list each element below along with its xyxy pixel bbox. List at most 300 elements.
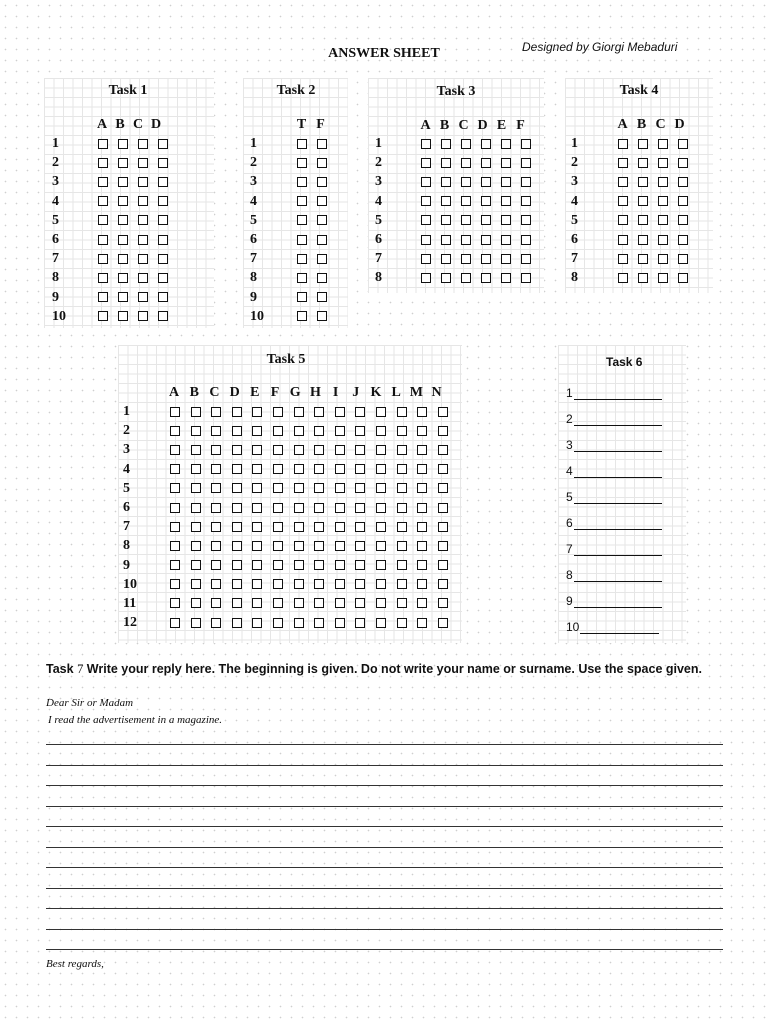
task3-q1-b-checkbox[interactable] xyxy=(441,139,451,149)
task3-q5-d-checkbox[interactable] xyxy=(481,215,491,225)
task5-q12-k-checkbox[interactable] xyxy=(376,618,386,628)
task5-q12-e-checkbox[interactable] xyxy=(252,618,262,628)
task5-q4-k-checkbox[interactable] xyxy=(376,464,386,474)
task3-q8-a-checkbox[interactable] xyxy=(421,273,431,283)
task2-q1-f-checkbox[interactable] xyxy=(317,139,327,149)
task3-q4-e-checkbox[interactable] xyxy=(501,196,511,206)
task2-q7-t-checkbox[interactable] xyxy=(297,254,307,264)
task1-q10-c-checkbox[interactable] xyxy=(138,311,148,321)
task4-q3-b-checkbox[interactable] xyxy=(638,177,648,187)
task5-q5-d-checkbox[interactable] xyxy=(232,483,242,493)
task5-q3-a-checkbox[interactable] xyxy=(170,445,180,455)
task4-q4-b-checkbox[interactable] xyxy=(638,196,648,206)
task5-q6-d-checkbox[interactable] xyxy=(232,503,242,513)
task6-blank[interactable] xyxy=(574,387,662,400)
task5-q11-a-checkbox[interactable] xyxy=(170,598,180,608)
task1-q6-d-checkbox[interactable] xyxy=(158,235,168,245)
task5-q5-b-checkbox[interactable] xyxy=(191,483,201,493)
task1-q1-b-checkbox[interactable] xyxy=(118,139,128,149)
task5-q1-a-checkbox[interactable] xyxy=(170,407,180,417)
writing-line[interactable] xyxy=(46,847,723,848)
task1-q7-d-checkbox[interactable] xyxy=(158,254,168,264)
task5-q8-j-checkbox[interactable] xyxy=(355,541,365,551)
task5-q3-e-checkbox[interactable] xyxy=(252,445,262,455)
task1-q3-b-checkbox[interactable] xyxy=(118,177,128,187)
task4-q5-b-checkbox[interactable] xyxy=(638,215,648,225)
task3-q3-d-checkbox[interactable] xyxy=(481,177,491,187)
task5-q5-k-checkbox[interactable] xyxy=(376,483,386,493)
task5-q2-d-checkbox[interactable] xyxy=(232,426,242,436)
task5-q9-i-checkbox[interactable] xyxy=(335,560,345,570)
task4-q6-a-checkbox[interactable] xyxy=(618,235,628,245)
task4-q6-b-checkbox[interactable] xyxy=(638,235,648,245)
task3-q8-b-checkbox[interactable] xyxy=(441,273,451,283)
task6-blank[interactable] xyxy=(580,621,659,634)
task3-q4-d-checkbox[interactable] xyxy=(481,196,491,206)
task5-q7-c-checkbox[interactable] xyxy=(211,522,221,532)
task6-answer-line[interactable] xyxy=(566,620,659,634)
task1-q5-d-checkbox[interactable] xyxy=(158,215,168,225)
task5-q3-k-checkbox[interactable] xyxy=(376,445,386,455)
task3-q7-b-checkbox[interactable] xyxy=(441,254,451,264)
task5-q10-c-checkbox[interactable] xyxy=(211,579,221,589)
task4-q7-c-checkbox[interactable] xyxy=(658,254,668,264)
task4-q3-d-checkbox[interactable] xyxy=(678,177,688,187)
task4-q7-b-checkbox[interactable] xyxy=(638,254,648,264)
task1-q2-b-checkbox[interactable] xyxy=(118,158,128,168)
task5-q5-f-checkbox[interactable] xyxy=(273,483,283,493)
task5-q9-f-checkbox[interactable] xyxy=(273,560,283,570)
task3-q8-e-checkbox[interactable] xyxy=(501,273,511,283)
task5-q2-j-checkbox[interactable] xyxy=(355,426,365,436)
task5-q8-k-checkbox[interactable] xyxy=(376,541,386,551)
task1-q3-d-checkbox[interactable] xyxy=(158,177,168,187)
task1-answer-boxes[interactable] xyxy=(98,134,178,326)
task5-q6-b-checkbox[interactable] xyxy=(191,503,201,513)
task5-q4-h-checkbox[interactable] xyxy=(314,464,324,474)
task1-q2-a-checkbox[interactable] xyxy=(98,158,108,168)
task5-q1-b-checkbox[interactable] xyxy=(191,407,201,417)
task5-q9-e-checkbox[interactable] xyxy=(252,560,262,570)
task5-q1-j-checkbox[interactable] xyxy=(355,407,365,417)
task4-q6-c-checkbox[interactable] xyxy=(658,235,668,245)
task5-q2-b-checkbox[interactable] xyxy=(191,426,201,436)
task5-q4-g-checkbox[interactable] xyxy=(294,464,304,474)
task5-q3-l-checkbox[interactable] xyxy=(397,445,407,455)
task5-q5-e-checkbox[interactable] xyxy=(252,483,262,493)
task5-q9-a-checkbox[interactable] xyxy=(170,560,180,570)
task5-q10-a-checkbox[interactable] xyxy=(170,579,180,589)
writing-line[interactable] xyxy=(46,908,723,909)
task5-q9-c-checkbox[interactable] xyxy=(211,560,221,570)
task5-q5-i-checkbox[interactable] xyxy=(335,483,345,493)
task1-q6-b-checkbox[interactable] xyxy=(118,235,128,245)
task5-q5-l-checkbox[interactable] xyxy=(397,483,407,493)
task5-q10-l-checkbox[interactable] xyxy=(397,579,407,589)
task4-q4-d-checkbox[interactable] xyxy=(678,196,688,206)
task5-q3-m-checkbox[interactable] xyxy=(417,445,427,455)
task5-q8-f-checkbox[interactable] xyxy=(273,541,283,551)
task5-q7-k-checkbox[interactable] xyxy=(376,522,386,532)
task5-q11-e-checkbox[interactable] xyxy=(252,598,262,608)
task5-q7-d-checkbox[interactable] xyxy=(232,522,242,532)
task1-q5-b-checkbox[interactable] xyxy=(118,215,128,225)
task5-q8-a-checkbox[interactable] xyxy=(170,541,180,551)
task5-q11-b-checkbox[interactable] xyxy=(191,598,201,608)
task5-q11-g-checkbox[interactable] xyxy=(294,598,304,608)
task3-q1-a-checkbox[interactable] xyxy=(421,139,431,149)
task5-q7-b-checkbox[interactable] xyxy=(191,522,201,532)
task2-q2-f-checkbox[interactable] xyxy=(317,158,327,168)
task5-q6-g-checkbox[interactable] xyxy=(294,503,304,513)
task3-q1-f-checkbox[interactable] xyxy=(521,139,531,149)
task3-q6-c-checkbox[interactable] xyxy=(461,235,471,245)
task5-q1-e-checkbox[interactable] xyxy=(252,407,262,417)
writing-line[interactable] xyxy=(46,949,723,950)
task3-q4-c-checkbox[interactable] xyxy=(461,196,471,206)
task5-q10-f-checkbox[interactable] xyxy=(273,579,283,589)
task3-q7-c-checkbox[interactable] xyxy=(461,254,471,264)
task6-blank[interactable] xyxy=(574,595,662,608)
task3-q6-b-checkbox[interactable] xyxy=(441,235,451,245)
task5-q1-c-checkbox[interactable] xyxy=(211,407,221,417)
task5-q4-c-checkbox[interactable] xyxy=(211,464,221,474)
task5-q11-l-checkbox[interactable] xyxy=(397,598,407,608)
task3-q2-f-checkbox[interactable] xyxy=(521,158,531,168)
task5-q5-m-checkbox[interactable] xyxy=(417,483,427,493)
task5-q2-f-checkbox[interactable] xyxy=(273,426,283,436)
task3-q2-e-checkbox[interactable] xyxy=(501,158,511,168)
task4-q1-c-checkbox[interactable] xyxy=(658,139,668,149)
task5-q2-g-checkbox[interactable] xyxy=(294,426,304,436)
task5-q9-m-checkbox[interactable] xyxy=(417,560,427,570)
writing-line[interactable] xyxy=(46,744,723,745)
task3-q5-e-checkbox[interactable] xyxy=(501,215,511,225)
task5-q12-c-checkbox[interactable] xyxy=(211,618,221,628)
task5-q2-c-checkbox[interactable] xyxy=(211,426,221,436)
task5-q11-m-checkbox[interactable] xyxy=(417,598,427,608)
task5-q9-h-checkbox[interactable] xyxy=(314,560,324,570)
task5-q2-l-checkbox[interactable] xyxy=(397,426,407,436)
task3-q3-a-checkbox[interactable] xyxy=(421,177,431,187)
task5-q3-j-checkbox[interactable] xyxy=(355,445,365,455)
task5-q6-k-checkbox[interactable] xyxy=(376,503,386,513)
task4-q8-b-checkbox[interactable] xyxy=(638,273,648,283)
task5-q7-h-checkbox[interactable] xyxy=(314,522,324,532)
task5-q3-c-checkbox[interactable] xyxy=(211,445,221,455)
task6-answer-line[interactable] xyxy=(566,438,662,452)
task3-q2-b-checkbox[interactable] xyxy=(441,158,451,168)
task5-q2-h-checkbox[interactable] xyxy=(314,426,324,436)
task1-q3-a-checkbox[interactable] xyxy=(98,177,108,187)
task3-q7-e-checkbox[interactable] xyxy=(501,254,511,264)
task3-q2-a-checkbox[interactable] xyxy=(421,158,431,168)
task5-q7-g-checkbox[interactable] xyxy=(294,522,304,532)
task5-q12-i-checkbox[interactable] xyxy=(335,618,345,628)
task5-q9-b-checkbox[interactable] xyxy=(191,560,201,570)
task4-q3-c-checkbox[interactable] xyxy=(658,177,668,187)
task5-q5-c-checkbox[interactable] xyxy=(211,483,221,493)
task3-q7-a-checkbox[interactable] xyxy=(421,254,431,264)
task3-q8-c-checkbox[interactable] xyxy=(461,273,471,283)
task1-q2-c-checkbox[interactable] xyxy=(138,158,148,168)
task5-q12-m-checkbox[interactable] xyxy=(417,618,427,628)
task5-q6-f-checkbox[interactable] xyxy=(273,503,283,513)
task4-q1-b-checkbox[interactable] xyxy=(638,139,648,149)
task5-q2-i-checkbox[interactable] xyxy=(335,426,345,436)
task2-q10-t-checkbox[interactable] xyxy=(297,311,307,321)
task4-q2-b-checkbox[interactable] xyxy=(638,158,648,168)
task5-q12-n-checkbox[interactable] xyxy=(438,618,448,628)
task5-q12-j-checkbox[interactable] xyxy=(355,618,365,628)
task5-q9-l-checkbox[interactable] xyxy=(397,560,407,570)
task3-q3-b-checkbox[interactable] xyxy=(441,177,451,187)
task5-q11-k-checkbox[interactable] xyxy=(376,598,386,608)
task3-q5-c-checkbox[interactable] xyxy=(461,215,471,225)
task6-blank[interactable] xyxy=(574,465,662,478)
task4-q1-d-checkbox[interactable] xyxy=(678,139,688,149)
task3-q8-d-checkbox[interactable] xyxy=(481,273,491,283)
task5-q10-b-checkbox[interactable] xyxy=(191,579,201,589)
task6-answer-line[interactable] xyxy=(566,490,662,504)
task5-q12-h-checkbox[interactable] xyxy=(314,618,324,628)
task5-q6-m-checkbox[interactable] xyxy=(417,503,427,513)
task4-q5-a-checkbox[interactable] xyxy=(618,215,628,225)
task6-blank[interactable] xyxy=(574,543,662,556)
task4-answer-boxes[interactable] xyxy=(618,134,698,288)
task1-q9-d-checkbox[interactable] xyxy=(158,292,168,302)
task4-q2-a-checkbox[interactable] xyxy=(618,158,628,168)
task5-q2-n-checkbox[interactable] xyxy=(438,426,448,436)
task5-answer-boxes[interactable] xyxy=(170,402,458,632)
task1-q4-a-checkbox[interactable] xyxy=(98,196,108,206)
task4-q2-c-checkbox[interactable] xyxy=(658,158,668,168)
task5-q11-f-checkbox[interactable] xyxy=(273,598,283,608)
task3-q8-f-checkbox[interactable] xyxy=(521,273,531,283)
task5-q12-d-checkbox[interactable] xyxy=(232,618,242,628)
task5-q8-d-checkbox[interactable] xyxy=(232,541,242,551)
task1-q9-c-checkbox[interactable] xyxy=(138,292,148,302)
task3-q3-c-checkbox[interactable] xyxy=(461,177,471,187)
task3-q4-f-checkbox[interactable] xyxy=(521,196,531,206)
task2-q8-t-checkbox[interactable] xyxy=(297,273,307,283)
task5-q3-i-checkbox[interactable] xyxy=(335,445,345,455)
task3-q1-e-checkbox[interactable] xyxy=(501,139,511,149)
task2-answer-boxes[interactable] xyxy=(297,134,337,326)
task1-q4-d-checkbox[interactable] xyxy=(158,196,168,206)
writing-line[interactable] xyxy=(46,867,723,868)
task4-q2-d-checkbox[interactable] xyxy=(678,158,688,168)
task6-answer-line[interactable] xyxy=(566,594,662,608)
task3-q6-e-checkbox[interactable] xyxy=(501,235,511,245)
task5-q10-n-checkbox[interactable] xyxy=(438,579,448,589)
task2-q3-f-checkbox[interactable] xyxy=(317,177,327,187)
task5-q4-f-checkbox[interactable] xyxy=(273,464,283,474)
task3-q7-d-checkbox[interactable] xyxy=(481,254,491,264)
task1-q7-a-checkbox[interactable] xyxy=(98,254,108,264)
writing-line[interactable] xyxy=(46,826,723,827)
task1-q9-b-checkbox[interactable] xyxy=(118,292,128,302)
task5-q6-n-checkbox[interactable] xyxy=(438,503,448,513)
task3-q5-a-checkbox[interactable] xyxy=(421,215,431,225)
task5-q12-l-checkbox[interactable] xyxy=(397,618,407,628)
task5-q10-g-checkbox[interactable] xyxy=(294,579,304,589)
task1-q10-d-checkbox[interactable] xyxy=(158,311,168,321)
task5-q4-m-checkbox[interactable] xyxy=(417,464,427,474)
task1-q1-a-checkbox[interactable] xyxy=(98,139,108,149)
task2-q9-t-checkbox[interactable] xyxy=(297,292,307,302)
task5-q8-h-checkbox[interactable] xyxy=(314,541,324,551)
task5-q9-k-checkbox[interactable] xyxy=(376,560,386,570)
writing-line[interactable] xyxy=(46,888,723,889)
task5-q2-m-checkbox[interactable] xyxy=(417,426,427,436)
task5-q12-b-checkbox[interactable] xyxy=(191,618,201,628)
task1-q5-c-checkbox[interactable] xyxy=(138,215,148,225)
task5-q1-d-checkbox[interactable] xyxy=(232,407,242,417)
task2-q1-t-checkbox[interactable] xyxy=(297,139,307,149)
task5-q4-l-checkbox[interactable] xyxy=(397,464,407,474)
task5-q8-m-checkbox[interactable] xyxy=(417,541,427,551)
task5-q11-d-checkbox[interactable] xyxy=(232,598,242,608)
task3-answer-boxes[interactable] xyxy=(421,134,541,288)
task5-q9-d-checkbox[interactable] xyxy=(232,560,242,570)
task5-q9-g-checkbox[interactable] xyxy=(294,560,304,570)
task2-q5-f-checkbox[interactable] xyxy=(317,215,327,225)
task2-q7-f-checkbox[interactable] xyxy=(317,254,327,264)
task5-q10-k-checkbox[interactable] xyxy=(376,579,386,589)
task1-q6-a-checkbox[interactable] xyxy=(98,235,108,245)
task5-q11-j-checkbox[interactable] xyxy=(355,598,365,608)
task5-q7-e-checkbox[interactable] xyxy=(252,522,262,532)
task5-q6-a-checkbox[interactable] xyxy=(170,503,180,513)
task5-q10-i-checkbox[interactable] xyxy=(335,579,345,589)
task5-q7-a-checkbox[interactable] xyxy=(170,522,180,532)
task5-q9-j-checkbox[interactable] xyxy=(355,560,365,570)
task5-q10-m-checkbox[interactable] xyxy=(417,579,427,589)
task5-q4-a-checkbox[interactable] xyxy=(170,464,180,474)
task3-q3-e-checkbox[interactable] xyxy=(501,177,511,187)
task5-q1-g-checkbox[interactable] xyxy=(294,407,304,417)
task4-q5-c-checkbox[interactable] xyxy=(658,215,668,225)
task4-q5-d-checkbox[interactable] xyxy=(678,215,688,225)
task5-q4-b-checkbox[interactable] xyxy=(191,464,201,474)
task3-q2-c-checkbox[interactable] xyxy=(461,158,471,168)
task5-q4-d-checkbox[interactable] xyxy=(232,464,242,474)
task5-q1-m-checkbox[interactable] xyxy=(417,407,427,417)
task5-q8-c-checkbox[interactable] xyxy=(211,541,221,551)
task6-blank[interactable] xyxy=(574,491,662,504)
task5-q11-n-checkbox[interactable] xyxy=(438,598,448,608)
task1-q2-d-checkbox[interactable] xyxy=(158,158,168,168)
task4-q1-a-checkbox[interactable] xyxy=(618,139,628,149)
task1-q4-c-checkbox[interactable] xyxy=(138,196,148,206)
task5-q5-n-checkbox[interactable] xyxy=(438,483,448,493)
writing-line[interactable] xyxy=(46,806,723,807)
task3-q1-c-checkbox[interactable] xyxy=(461,139,471,149)
task4-q8-d-checkbox[interactable] xyxy=(678,273,688,283)
task5-q10-e-checkbox[interactable] xyxy=(252,579,262,589)
task5-q5-h-checkbox[interactable] xyxy=(314,483,324,493)
task5-q1-l-checkbox[interactable] xyxy=(397,407,407,417)
task5-q3-n-checkbox[interactable] xyxy=(438,445,448,455)
task5-q3-d-checkbox[interactable] xyxy=(232,445,242,455)
task2-q4-t-checkbox[interactable] xyxy=(297,196,307,206)
task5-q6-e-checkbox[interactable] xyxy=(252,503,262,513)
task6-blank[interactable] xyxy=(574,413,662,426)
task5-q11-c-checkbox[interactable] xyxy=(211,598,221,608)
task6-answer-line[interactable] xyxy=(566,386,662,400)
task2-q5-t-checkbox[interactable] xyxy=(297,215,307,225)
task5-q7-i-checkbox[interactable] xyxy=(335,522,345,532)
task1-q10-a-checkbox[interactable] xyxy=(98,311,108,321)
task1-q7-b-checkbox[interactable] xyxy=(118,254,128,264)
task5-q1-h-checkbox[interactable] xyxy=(314,407,324,417)
task6-answer-line[interactable] xyxy=(566,516,662,530)
task5-q8-b-checkbox[interactable] xyxy=(191,541,201,551)
task5-q10-h-checkbox[interactable] xyxy=(314,579,324,589)
task1-q8-c-checkbox[interactable] xyxy=(138,273,148,283)
task5-q7-m-checkbox[interactable] xyxy=(417,522,427,532)
task5-q12-a-checkbox[interactable] xyxy=(170,618,180,628)
task5-q7-f-checkbox[interactable] xyxy=(273,522,283,532)
task5-q1-f-checkbox[interactable] xyxy=(273,407,283,417)
task5-q1-k-checkbox[interactable] xyxy=(376,407,386,417)
task2-q3-t-checkbox[interactable] xyxy=(297,177,307,187)
task5-q10-j-checkbox[interactable] xyxy=(355,579,365,589)
task4-q7-d-checkbox[interactable] xyxy=(678,254,688,264)
task5-q5-g-checkbox[interactable] xyxy=(294,483,304,493)
task1-q10-b-checkbox[interactable] xyxy=(118,311,128,321)
task1-q7-c-checkbox[interactable] xyxy=(138,254,148,264)
task4-q8-a-checkbox[interactable] xyxy=(618,273,628,283)
task5-q11-h-checkbox[interactable] xyxy=(314,598,324,608)
task5-q4-n-checkbox[interactable] xyxy=(438,464,448,474)
task5-q5-a-checkbox[interactable] xyxy=(170,483,180,493)
task4-q4-c-checkbox[interactable] xyxy=(658,196,668,206)
task5-q3-b-checkbox[interactable] xyxy=(191,445,201,455)
task5-q4-e-checkbox[interactable] xyxy=(252,464,262,474)
task6-blank[interactable] xyxy=(574,517,662,530)
task5-q2-k-checkbox[interactable] xyxy=(376,426,386,436)
task5-q11-i-checkbox[interactable] xyxy=(335,598,345,608)
task5-q3-f-checkbox[interactable] xyxy=(273,445,283,455)
task3-q3-f-checkbox[interactable] xyxy=(521,177,531,187)
task3-q2-d-checkbox[interactable] xyxy=(481,158,491,168)
task5-q12-f-checkbox[interactable] xyxy=(273,618,283,628)
task5-q2-e-checkbox[interactable] xyxy=(252,426,262,436)
task6-answer-line[interactable] xyxy=(566,464,662,478)
task5-q6-j-checkbox[interactable] xyxy=(355,503,365,513)
task1-q8-d-checkbox[interactable] xyxy=(158,273,168,283)
task6-blank[interactable] xyxy=(574,569,662,582)
task2-q9-f-checkbox[interactable] xyxy=(317,292,327,302)
task5-q3-g-checkbox[interactable] xyxy=(294,445,304,455)
task2-q2-t-checkbox[interactable] xyxy=(297,158,307,168)
task6-blank[interactable] xyxy=(574,439,662,452)
task5-q5-j-checkbox[interactable] xyxy=(355,483,365,493)
task3-q5-b-checkbox[interactable] xyxy=(441,215,451,225)
task6-answer-line[interactable] xyxy=(566,542,662,556)
task1-q1-c-checkbox[interactable] xyxy=(138,139,148,149)
writing-line[interactable] xyxy=(46,929,723,930)
task3-q4-a-checkbox[interactable] xyxy=(421,196,431,206)
task3-q7-f-checkbox[interactable] xyxy=(521,254,531,264)
task5-q2-a-checkbox[interactable] xyxy=(170,426,180,436)
task5-q9-n-checkbox[interactable] xyxy=(438,560,448,570)
task5-q6-h-checkbox[interactable] xyxy=(314,503,324,513)
task1-q8-b-checkbox[interactable] xyxy=(118,273,128,283)
task2-q6-f-checkbox[interactable] xyxy=(317,235,327,245)
